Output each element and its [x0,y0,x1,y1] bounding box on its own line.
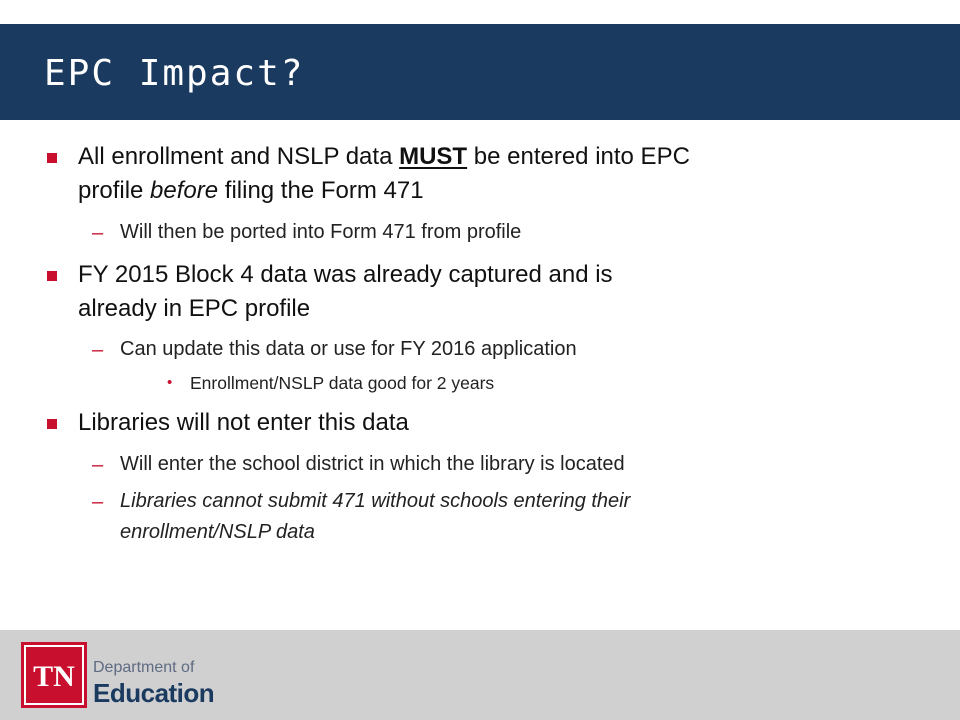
dash-marker: – [92,491,104,513]
title-bar [0,24,960,120]
bullet-1-emphasis: MUST [399,143,468,170]
bullet-1-text-2: profile [78,177,151,204]
dash-marker: – [92,454,104,476]
bullet-1-text-2-end: filing the Form 471 [218,177,424,204]
seal-letters: TN [33,660,75,693]
bullet-2-line-1: FY 2015 Block 4 data was already captured and is [78,261,613,288]
bullet-3-line-1: Libraries will not enter this data [78,409,409,436]
dash-marker: – [92,339,104,361]
footer-band [0,630,960,720]
department-of-label: Department of [93,659,195,676]
sub-bullet-3-2-line-1: Libraries cannot submit 471 without schools entering their [120,490,631,512]
sub-bullet-3-1: Will enter the school district in which the library is located [120,453,625,475]
sub-bullet-1-1: Will then be ported into Form 471 from profile [120,221,522,243]
dash-marker: – [92,222,104,244]
sub-bullet-2-1: Can update this data or use for FY 2016 application [120,338,577,360]
education-wordmark: Education [93,678,215,708]
bullet-2-line-2: already in EPC profile [78,295,311,322]
tennessee-seal-icon [21,642,87,708]
square-bullet-icon [47,271,57,281]
square-bullet-icon [47,419,57,429]
bullet-1-line-2 [78,177,424,205]
bullet-1-text: All enrollment and NSLP data [78,143,400,170]
slide-title: EPC Impact? [44,53,305,94]
bullet-1-line-1 [78,143,690,171]
sub-sub-bullet-2-1-1: Enrollment/NSLP data good for 2 years [190,373,495,393]
bullet-1-italic: before [150,177,219,204]
sub-bullet-3-2-line-2: enrollment/NSLP data [120,521,315,543]
square-bullet-icon [47,153,57,163]
bullet-1-text-end: be entered into EPC [467,143,690,170]
dot-marker: • [167,374,173,391]
